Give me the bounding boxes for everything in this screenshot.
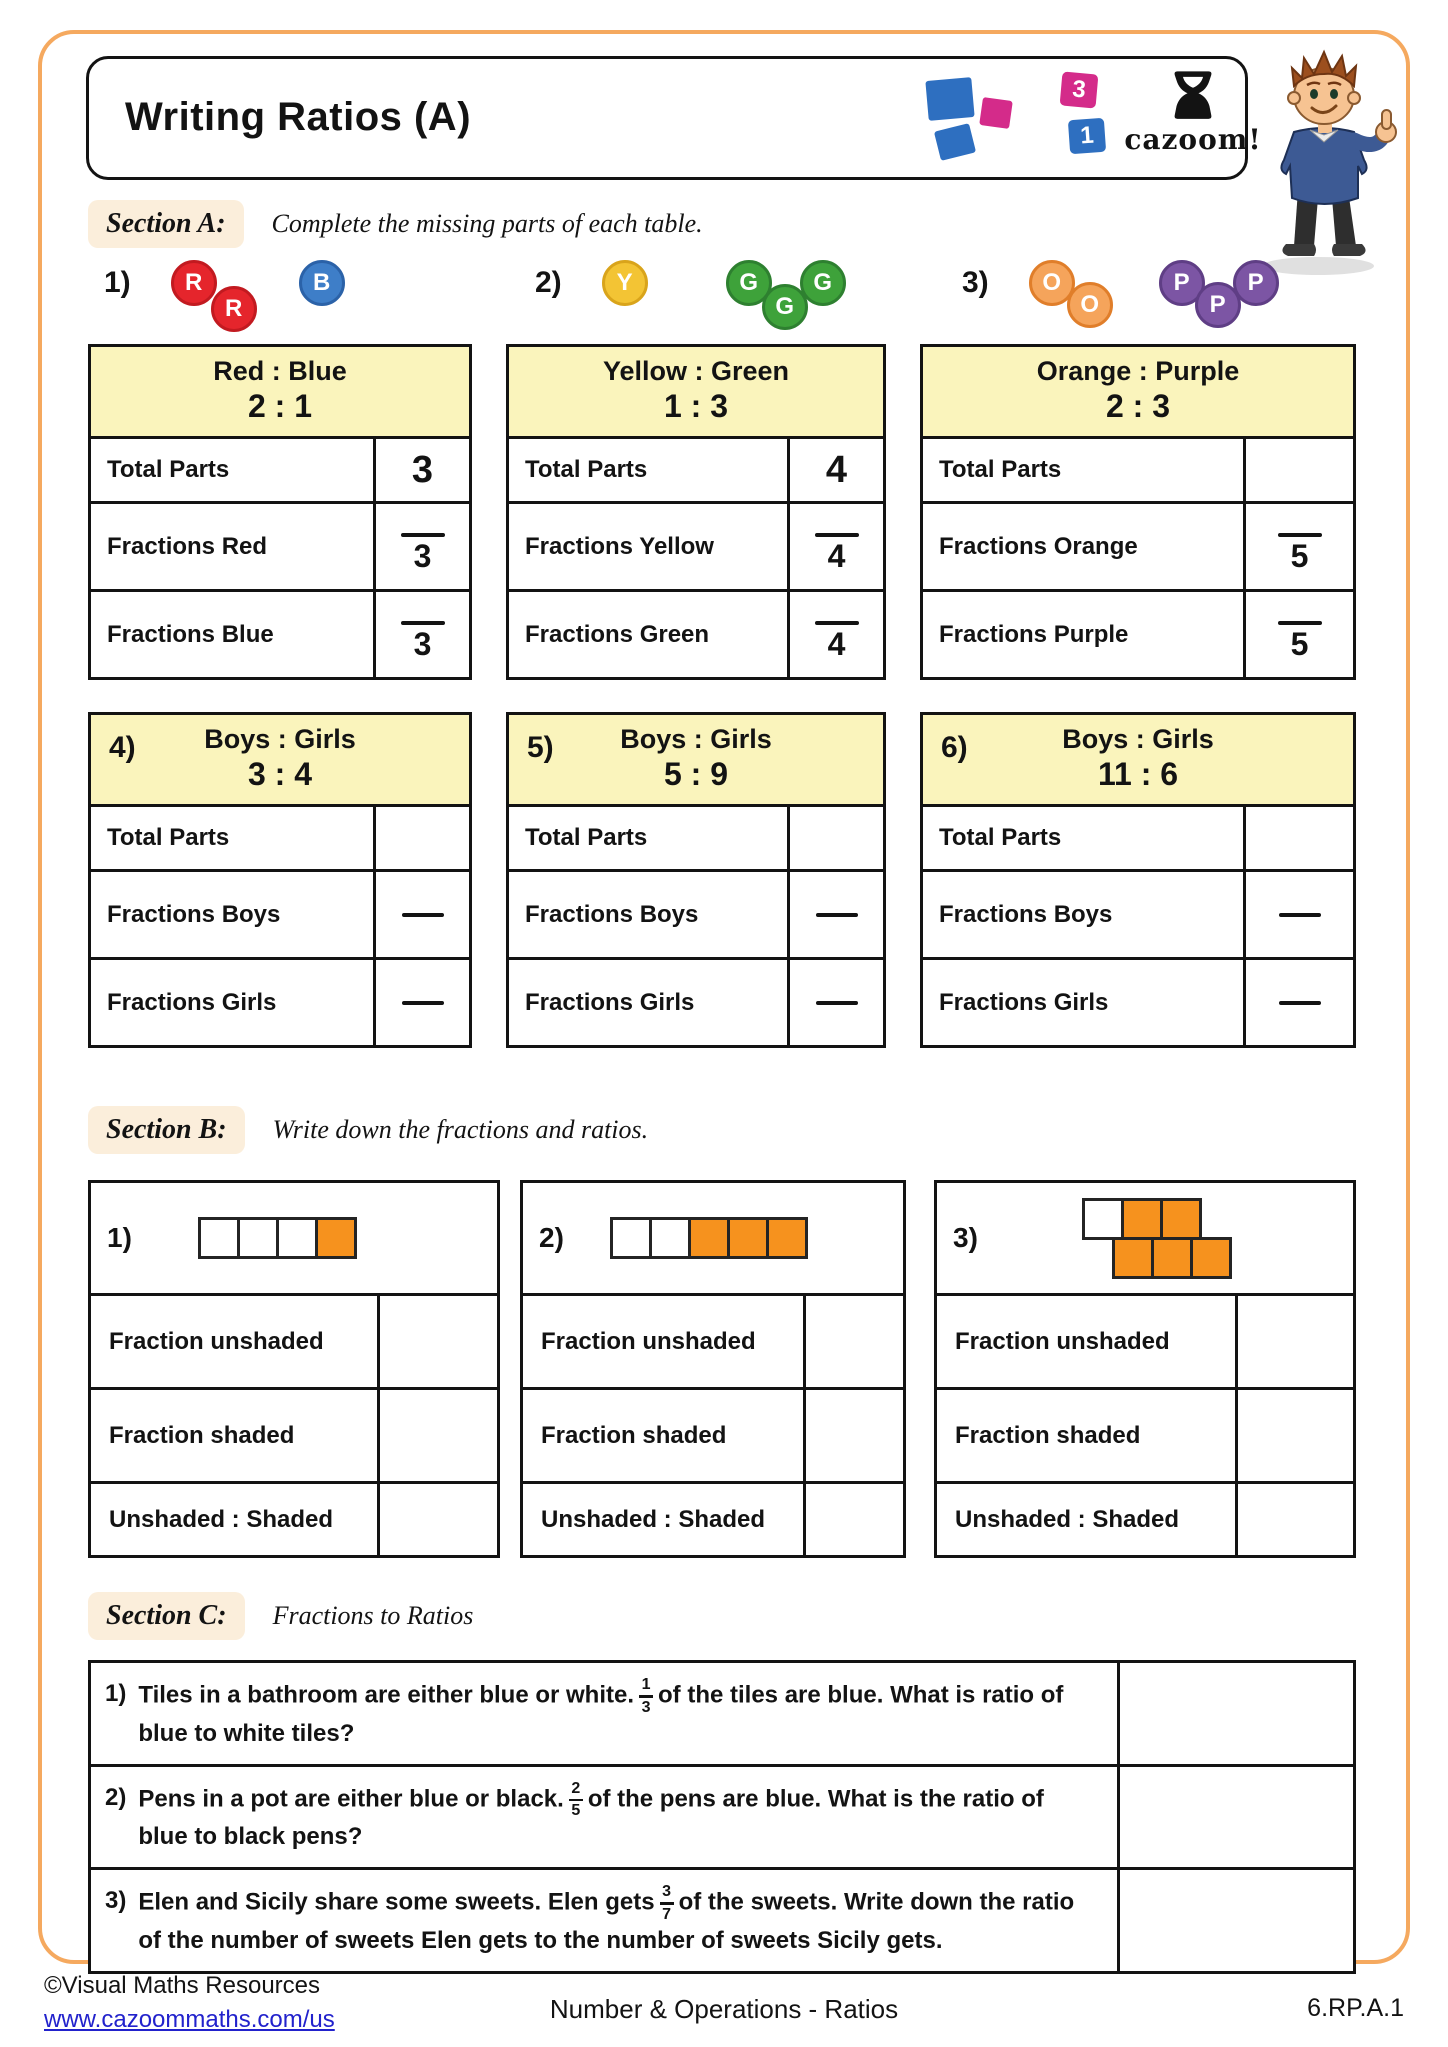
row-label: Unshaded : Shaded [955, 1505, 1180, 1533]
fraction-blank [1278, 607, 1322, 663]
page-title: Writing Ratios (A) [125, 95, 472, 139]
row-label: Unshaded : Shaded [541, 1505, 766, 1533]
answer-cell[interactable] [803, 1484, 903, 1555]
row-label: Total Parts [107, 456, 230, 483]
blank-fraction-line [816, 1001, 858, 1005]
answer-cell[interactable] [1235, 1390, 1353, 1481]
square-grid [1082, 1198, 1232, 1279]
answer-cell[interactable] [1243, 439, 1353, 501]
table-header [91, 715, 469, 807]
hourglass-icon [1172, 69, 1214, 123]
problem-number: 3) [962, 266, 989, 299]
fraction-denominator: 3 [413, 625, 432, 662]
logo-blue-square-small [934, 123, 976, 161]
fraction-blank [1278, 519, 1322, 575]
table-ratio: 1 : 3 [663, 388, 729, 424]
fraction-numerator: 2 [571, 1779, 581, 1797]
table-row [91, 1481, 497, 1555]
grid-square [688, 1217, 730, 1259]
shading-table-3 [934, 1180, 1356, 1558]
shading-table-2 [520, 1180, 906, 1558]
table-row [923, 807, 1353, 869]
blank-fraction-line [402, 1001, 444, 1005]
total-parts-value: 3 [411, 448, 434, 491]
row-label: Fractions Green [525, 620, 710, 648]
answer-cell[interactable] [1235, 1484, 1353, 1555]
section-a-label: Section A: [88, 200, 244, 248]
row-label: Unshaded : Shaded [109, 1505, 334, 1533]
question-text-after: of the sweets. Write down the ratio of the number of sweets Elen gets to the number of sweets Sicily gets. [138, 1888, 1075, 1954]
table-row [923, 439, 1353, 501]
grid-square [610, 1217, 652, 1259]
problem-1-circles [104, 260, 345, 332]
inline-fraction [639, 1677, 653, 1716]
question-text-before: Tiles in a bathroom are either blue or white. [138, 1681, 635, 1709]
counter-circles [171, 260, 345, 332]
problem-number: 3) [953, 1222, 978, 1253]
blank-fraction-line [1279, 1001, 1321, 1005]
logo-fraction-denominator: 1 [1068, 118, 1106, 154]
counter-circle: G [726, 260, 772, 306]
table-header [509, 347, 883, 439]
row-label: Fractions Purple [939, 620, 1129, 648]
ratio-table-6-boys-girls [920, 712, 1356, 1048]
table-number: 4) [109, 731, 136, 764]
table-number: 6) [941, 731, 968, 764]
table-title: Yellow : Green [602, 356, 790, 386]
answer-cell[interactable] [787, 960, 883, 1045]
question [91, 1663, 1117, 1764]
fraction-denominator: 5 [571, 1802, 581, 1819]
answer-cell[interactable] [373, 872, 469, 957]
inline-fraction [569, 1781, 583, 1820]
table-row [91, 869, 469, 957]
square-strip [1082, 1198, 1232, 1240]
logo-blue-square [925, 77, 974, 121]
row-label: Fractions Blue [107, 620, 274, 648]
question-text-before: Elen and Sicily share some sweets. Elen gets [138, 1888, 655, 1916]
question-row [91, 1663, 1353, 1764]
section-a-instruction: Complete the missing parts of each table. [271, 209, 703, 238]
fraction-blank [815, 519, 859, 575]
answer-cell[interactable] [373, 592, 469, 677]
counter-circle: Y [602, 260, 648, 306]
answer-cell[interactable] [1243, 592, 1353, 677]
section-b-instruction: Write down the fractions and ratios. [272, 1115, 649, 1144]
table-row [523, 1481, 903, 1555]
problem-number: 1) [104, 266, 131, 299]
blank-fraction-line [1279, 913, 1321, 917]
table-row [937, 1481, 1353, 1555]
answer-cell[interactable] [1235, 1296, 1353, 1387]
blank-fraction-line [816, 913, 858, 917]
question-number: 1) [105, 1680, 127, 1707]
logo-pink-square [979, 97, 1013, 129]
answer-cell[interactable] [1243, 504, 1353, 589]
table-row [923, 957, 1353, 1045]
table-row [523, 1387, 903, 1481]
footer-left [44, 1972, 335, 2034]
title-box [86, 56, 1262, 180]
answer-cell[interactable] [1117, 1767, 1353, 1868]
table-title: Boys : Girls [204, 724, 356, 754]
ratio-table-orange-purple [920, 344, 1356, 680]
answer-cell[interactable] [1243, 872, 1353, 957]
square-strip [1112, 1237, 1232, 1279]
fraction-blank [815, 607, 859, 663]
row-label: Total Parts [939, 824, 1062, 851]
fraction-blank [401, 607, 445, 663]
question [91, 1870, 1117, 1971]
answer-cell[interactable] [787, 439, 883, 501]
answer-cell[interactable] [373, 439, 469, 501]
problem-3-circles [962, 260, 1279, 328]
blank-fraction-line [402, 913, 444, 917]
shading-table-1 [88, 1180, 500, 1558]
table-row [91, 501, 469, 589]
footer-topic: Number & Operations - Ratios [549, 1994, 899, 2024]
section-c-label: Section C: [88, 1592, 245, 1640]
fraction-denominator: 7 [662, 1905, 672, 1923]
grid-square [198, 1217, 240, 1259]
table-header [923, 715, 1353, 807]
ratio-table-4-boys-girls [88, 712, 472, 1048]
table-row [923, 501, 1353, 589]
grid-square [276, 1217, 318, 1259]
total-parts-value: 4 [825, 448, 848, 491]
row-label: Fractions Orange [939, 532, 1138, 560]
row-label: Total Parts [525, 456, 648, 483]
grid-square [237, 1217, 279, 1259]
question-text [138, 1781, 1093, 1856]
problem-number: 1) [107, 1222, 132, 1253]
table-title: Boys : Girls [1062, 724, 1214, 754]
shading-diagram [91, 1183, 497, 1293]
grid-square [1160, 1198, 1202, 1240]
table-ratio: 3 : 4 [247, 756, 313, 792]
question-row [91, 1867, 1353, 1971]
counter-circle: P [1159, 260, 1205, 306]
table-row [509, 589, 883, 677]
counter-circle: R [171, 260, 217, 306]
table-ratio: 2 : 1 [247, 388, 313, 424]
section-c-instruction: Fractions to Ratios [272, 1601, 474, 1630]
table-row [91, 589, 469, 677]
table-ratio: 2 : 3 [1105, 388, 1171, 424]
counter-circle: R [211, 286, 257, 332]
answer-cell[interactable] [377, 1484, 497, 1555]
table-row [923, 869, 1353, 957]
table-header [509, 715, 883, 807]
brand-text: cazoom! [1124, 123, 1262, 156]
row-label: Fraction unshaded [955, 1327, 1170, 1355]
table-row [523, 1293, 903, 1387]
shading-diagram [937, 1183, 1353, 1293]
counter-circles [602, 260, 846, 330]
row-label: Fractions Yellow [525, 532, 714, 560]
question-number: 2) [105, 1783, 127, 1811]
row-label: Total Parts [525, 824, 648, 851]
problem-2-circles [535, 260, 846, 330]
standard-code: 6.RP.A.1 [1307, 1994, 1404, 2022]
row-label: Fraction shaded [541, 1421, 727, 1449]
table-row [937, 1293, 1353, 1387]
question-text-after: of the tiles are blue. What is ratio of blue to white tiles? [138, 1681, 1064, 1747]
table-row [91, 957, 469, 1045]
fraction-denominator: 5 [1290, 537, 1309, 574]
square-strip [198, 1217, 357, 1259]
table-header [923, 347, 1353, 439]
answer-cell[interactable] [803, 1390, 903, 1481]
grid-square [727, 1217, 769, 1259]
table-title: Red : Blue [213, 356, 347, 386]
answer-cell[interactable] [1117, 1663, 1353, 1764]
answer-cell[interactable] [373, 504, 469, 589]
table-number: 5) [527, 731, 554, 764]
grid-square [1151, 1237, 1193, 1279]
table-row [509, 439, 883, 501]
fraction-denominator: 3 [413, 537, 432, 574]
shading-diagram [523, 1183, 903, 1293]
fraction-denominator: 4 [827, 625, 846, 662]
grid-square [1112, 1237, 1154, 1279]
answer-cell[interactable] [377, 1390, 497, 1481]
grid-square [649, 1217, 691, 1259]
table-row [91, 439, 469, 501]
fraction-numerator: 3 [662, 1883, 672, 1900]
row-label: Fractions Girls [107, 988, 277, 1016]
fraction-bar [569, 1799, 583, 1802]
logo-fraction-numerator: 3 [1060, 71, 1099, 108]
row-label: Fractions Boys [525, 900, 699, 928]
question-row [91, 1764, 1353, 1868]
table-row [509, 807, 883, 869]
row-label: Fraction unshaded [541, 1327, 756, 1355]
fraction-bar [639, 1695, 653, 1698]
table-row [509, 501, 883, 589]
copyright-text: ©Visual Maths Resources [44, 1972, 321, 1999]
row-label: Total Parts [939, 456, 1062, 483]
question-number: 3) [105, 1887, 127, 1914]
ratio-table-red-blue [88, 344, 472, 680]
fraction-denominator: 4 [827, 537, 846, 574]
table-header [91, 347, 469, 439]
table-title: Boys : Girls [620, 724, 772, 754]
row-label: Fractions Girls [939, 988, 1109, 1016]
answer-cell[interactable] [787, 592, 883, 677]
row-label: Fraction shaded [109, 1421, 295, 1449]
row-label: Fractions Boys [107, 900, 281, 928]
table-row [509, 957, 883, 1045]
answer-cell[interactable] [1243, 807, 1353, 869]
table-ratio: 11 : 6 [1097, 756, 1179, 792]
grid-square [1082, 1198, 1124, 1240]
section-b-header [88, 1106, 648, 1154]
table-row [91, 1387, 497, 1481]
counter-circle: P [1233, 260, 1279, 306]
section-b-label: Section B: [88, 1106, 245, 1154]
question-text [138, 1677, 1093, 1752]
fraction-denominator: 3 [641, 1698, 651, 1716]
grid-square [766, 1217, 808, 1259]
table-row [509, 869, 883, 957]
answer-cell[interactable] [787, 807, 883, 869]
cazoom-squares-logo [915, 69, 1035, 173]
answer-cell[interactable] [373, 807, 469, 869]
counter-circle: B [299, 260, 345, 306]
answer-cell[interactable] [377, 1296, 497, 1387]
counter-circle: G [762, 284, 808, 330]
table-row [937, 1387, 1353, 1481]
row-label: Fractions Boys [939, 900, 1113, 928]
answer-cell[interactable] [1243, 960, 1353, 1045]
counter-circle: O [1067, 282, 1113, 328]
section-c-header [88, 1592, 473, 1640]
grid-square [315, 1217, 357, 1259]
counter-circles [1029, 260, 1279, 328]
problem-number: 2) [535, 266, 562, 299]
table-ratio: 5 : 9 [663, 756, 729, 792]
problem-number: 2) [539, 1222, 564, 1253]
ratio-table-5-boys-girls [506, 712, 886, 1048]
question-text-before: Pens in a pot are either blue or black. [138, 1785, 564, 1813]
counter-circle: O [1029, 260, 1075, 306]
fraction-bar [660, 1902, 674, 1905]
answer-cell[interactable] [1117, 1870, 1353, 1971]
fraction-blank [401, 519, 445, 575]
row-label: Fractions Red [107, 532, 268, 560]
boy-character-illustration [1236, 40, 1412, 280]
question [91, 1767, 1117, 1868]
table-row [91, 807, 469, 869]
fraction-denominator: 5 [1290, 625, 1309, 662]
answer-cell[interactable] [373, 960, 469, 1045]
row-label: Fractions Girls [525, 988, 695, 1016]
ratio-table-yellow-green [506, 344, 886, 680]
table-row [923, 589, 1353, 677]
table-title: Orange : Purple [1036, 356, 1240, 386]
grid-square [1190, 1237, 1232, 1279]
section-a-header [88, 200, 703, 248]
table-row [91, 1293, 497, 1387]
answer-cell[interactable] [787, 504, 883, 589]
question-text [138, 1884, 1093, 1959]
row-label: Fraction unshaded [109, 1327, 324, 1355]
inline-fraction [660, 1884, 674, 1923]
logo-fraction-squares [1041, 65, 1121, 175]
answer-cell[interactable] [787, 872, 883, 957]
question-text-after: of the pens are blue. What is the ratio of blue to black pens? [138, 1785, 1044, 1850]
grid-square [1121, 1198, 1163, 1240]
footer-link[interactable]: www.cazoommaths.com/us [44, 2006, 335, 2033]
counter-circle: P [1195, 282, 1241, 328]
answer-cell[interactable] [803, 1296, 903, 1387]
fraction-numerator: 1 [641, 1676, 651, 1693]
square-strip [610, 1217, 808, 1259]
counter-circle: G [800, 260, 846, 306]
word-problems-table [88, 1660, 1356, 1974]
row-label: Fraction shaded [955, 1421, 1141, 1449]
row-label: Total Parts [107, 824, 230, 851]
